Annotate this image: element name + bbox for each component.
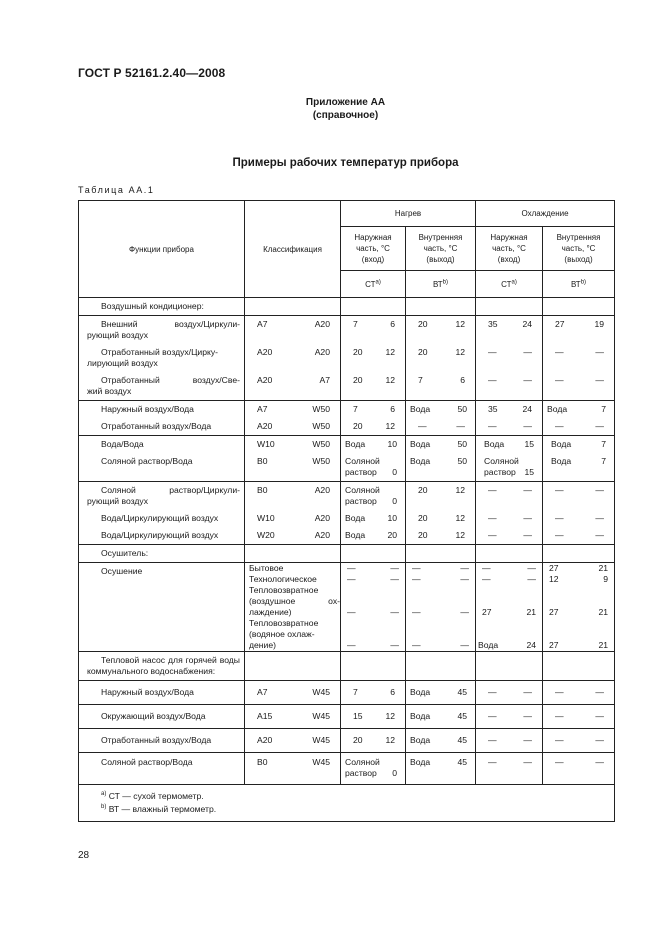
header-functions: Функции прибора xyxy=(79,201,245,298)
table-caption: Таблица АА.1 xyxy=(78,185,155,195)
table-row: Внешний воздух/Циркули- рующий воздух Отработанный воздух/Цирку- лирующий воздух Отработанный воздух/Све- жий воздух A7 A20 A20 A20 A20 A7 7 6 20 12 20 12 20 12 20 12 7 6 35 24 — — — — 27 19 — — — — xyxy=(79,316,615,401)
header-outer-cooling: Наружная часть, °С (вход) xyxy=(476,227,543,271)
table-row: Вода/Вода Соляной раствор/Вода W10 W50 B0 W50 Вода 10 Соляной раствор 0 Вода 50 Вода 50 Вода 15 Соляной раствор 15 Вода 7 Вода 7 xyxy=(79,436,615,482)
table-row: Соляной раствор/Циркули- рующий воздух Вода/Циркулирующий воздух Вода/Циркулирующий воздух B0 A20 W10 A20 W20 A20 Соляной раствор 0 Вода 10 Вода 20 20 12 20 12 20 12 — — — — — — — — — — — — xyxy=(79,482,615,545)
header-inner-heating: Внутренняя часть, °С (выход) xyxy=(406,227,476,271)
table-row: Окружающий воздух/Вода A15 W45 15 12 Вода 45 — — — — xyxy=(79,705,615,729)
table-row xyxy=(79,652,615,681)
appendix-subtitle: (справочное) xyxy=(312,110,379,121)
section-label: Тепловой насос для горячей воды коммунального водоснабжения: xyxy=(79,652,245,681)
appendix-heading xyxy=(0,96,661,122)
page-number: 28 xyxy=(78,850,90,861)
header-classification: Классификация xyxy=(245,201,341,298)
table-row: Отработанный воздух/Вода A20 W45 20 12 Вода 45 — — — — xyxy=(79,729,615,753)
header-ct-heating: $СТ^{а)}$ xyxy=(341,271,406,298)
table-row: Наружный воздух/Вода A7 W45 7 6 Вода 45 — — — — xyxy=(79,681,615,705)
header-outer-heating: Наружная часть, °С (вход) xyxy=(341,227,406,271)
footnote-b: $^{b)}$ ВТ — влажный термометр. xyxy=(101,804,217,814)
header-bt-cooling: ВТ$^{b)}$ xyxy=(543,271,615,298)
header-cooling: Охлаждение xyxy=(476,201,615,227)
table-row: Осушение Бытовое Технологическое Тепловозвратное (воздушное ох- лаждение) Тепловозвратное (водяное охлаж- дение) — — — — — — — — — — — — — — — — — — — — 27 21 Вода 24 27 21 12 9 27 21 27 21 xyxy=(79,563,615,652)
page-title: Примеры рабочих температур прибора xyxy=(232,157,459,169)
temperature-table xyxy=(78,200,615,822)
document-id: ГОСТ Р 52161.2.40—2008 xyxy=(78,66,226,80)
table-row xyxy=(79,545,615,563)
table-row: Наружный воздух/Вода Отработанный воздух/Вода A7 W50 A20 W50 7 6 20 12 Вода 50 — — 35 24 — — Вода 7 — — xyxy=(79,401,615,436)
appendix-title: Приложение АА xyxy=(305,97,386,108)
section-label: Воздушный кондиционер: xyxy=(79,298,245,316)
table-row xyxy=(79,298,615,316)
header-heating: Нагрев xyxy=(341,201,476,227)
header-ct-cooling: $СТ^{а)}$ xyxy=(476,271,543,298)
section-label: Осушитель: xyxy=(79,545,245,563)
footnote-a: $^{а)}$ СТ — сухой термометр. xyxy=(101,791,204,801)
header-bt-heating: ВТ$^{b)}$ xyxy=(406,271,476,298)
table-footnotes xyxy=(79,785,615,822)
table-row: Соляной раствор/Вода B0 W45 Соляной раствор 0 Вода 45 — — — — xyxy=(79,753,615,785)
header-inner-cooling: Внутренняя часть, °С (выход) xyxy=(543,227,615,271)
